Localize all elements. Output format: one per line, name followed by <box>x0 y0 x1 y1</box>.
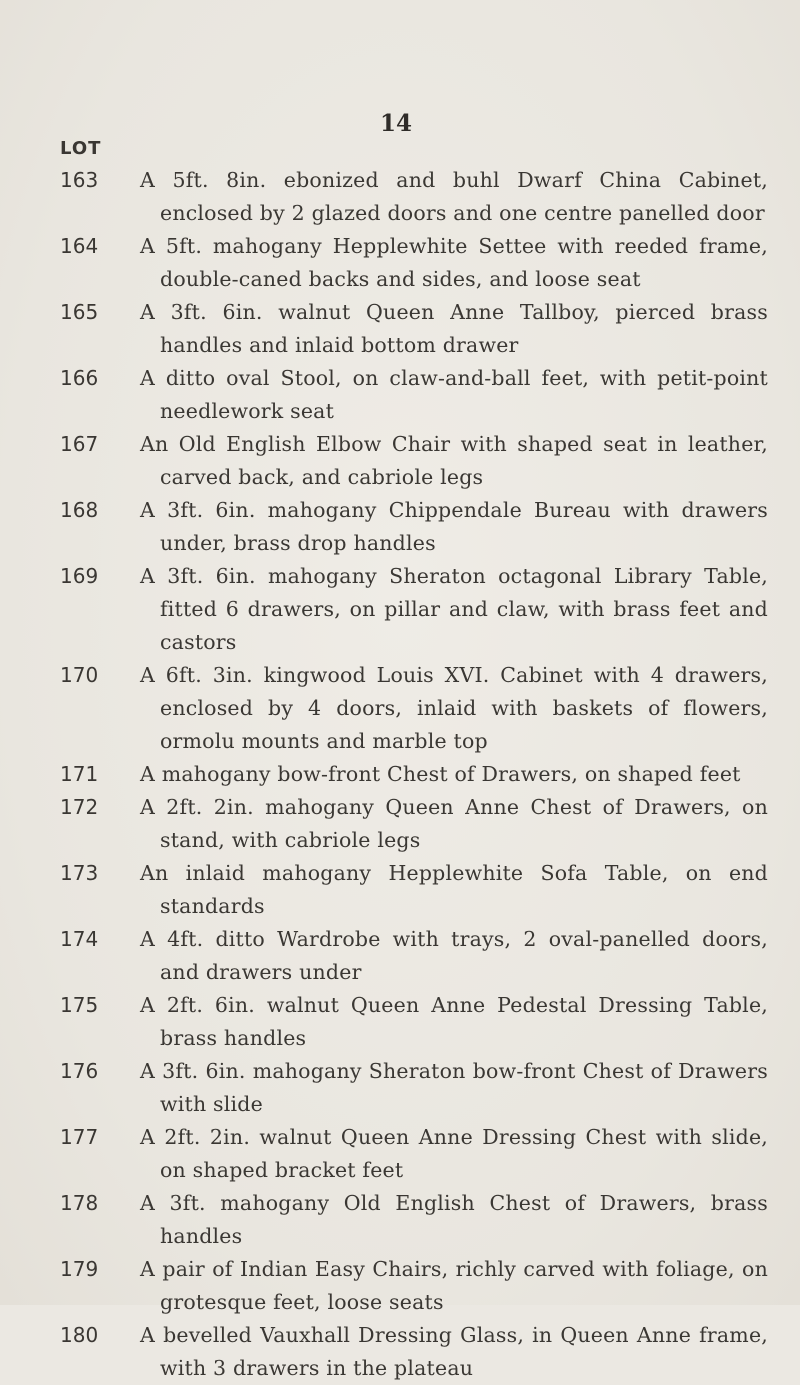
lot-entry <box>0 362 800 428</box>
page-number: 14 <box>380 110 413 137</box>
lot-number: 172 <box>60 795 99 819</box>
lot-entry <box>0 428 800 494</box>
lot-entry <box>0 758 800 791</box>
lot-description: A pair of Indian Easy Chairs, richly carved with foliage, on grotesque feet, loose seats <box>140 1257 768 1314</box>
lot-entry <box>0 923 800 989</box>
lot-description: A ditto oval Stool, on claw-and-ball feet, with petit-point needlework seat <box>140 366 768 423</box>
lot-description: An Old English Elbow Chair with shaped seat in leather, carved back, and cabriole legs <box>140 432 768 489</box>
lot-description: A 6ft. 3in. kingwood Louis XVI. Cabinet with 4 drawers, enclosed by 4 doors, inlaid with baskets of flowers, ormolu mounts and marble top <box>140 663 768 753</box>
lot-entry <box>0 1055 800 1121</box>
lot-column-header: LOT <box>60 138 102 159</box>
lot-number: 173 <box>60 861 99 885</box>
lot-description: A 2ft. 2in. walnut Queen Anne Dressing Chest with slide, on shaped bracket feet <box>140 1125 768 1182</box>
lot-entry <box>0 1187 800 1253</box>
lot-number: 166 <box>60 366 99 390</box>
lot-number: 170 <box>60 663 99 687</box>
lot-description: A 2ft. 2in. mahogany Queen Anne Chest of Drawers, on stand, with cabriole legs <box>140 795 768 852</box>
lot-entry <box>0 1253 800 1319</box>
lot-list <box>0 164 800 1385</box>
lot-description: A 2ft. 6in. walnut Queen Anne Pedestal Dressing Table, brass handles <box>140 993 768 1050</box>
lot-number: 168 <box>60 498 99 522</box>
lot-number: 180 <box>60 1323 99 1347</box>
lot-number: 178 <box>60 1191 99 1215</box>
lot-entry <box>0 989 800 1055</box>
lot-entry <box>0 164 800 230</box>
lot-number: 171 <box>60 762 99 786</box>
lot-entry <box>0 659 800 758</box>
lot-description: A 5ft. 8in. ebonized and buhl Dwarf China Cabinet, enclosed by 2 glazed doors and one centre panelled door <box>140 168 768 225</box>
lot-description: A 3ft. 6in. mahogany Sheraton bow-front Chest of Drawers with slide <box>140 1059 768 1116</box>
lot-description: A 3ft. 6in. mahogany Sheraton octagonal Library Table, fitted 6 drawers, on pillar and claw, with brass feet and castors <box>140 564 768 654</box>
lot-number: 177 <box>60 1125 99 1149</box>
lot-description: A mahogany bow-front Chest of Drawers, on shaped feet <box>140 762 741 786</box>
lot-description: A 3ft. 6in. walnut Queen Anne Tallboy, pierced brass handles and inlaid bottom drawer <box>140 300 768 357</box>
lot-number: 179 <box>60 1257 99 1281</box>
lot-number: 174 <box>60 927 99 951</box>
lot-number: 165 <box>60 300 99 324</box>
lot-entry <box>0 494 800 560</box>
lot-description: A 3ft. 6in. mahogany Chippendale Bureau with drawers under, brass drop handles <box>140 498 768 555</box>
lot-number: 163 <box>60 168 99 192</box>
lot-entry <box>0 230 800 296</box>
lot-number: 175 <box>60 993 99 1017</box>
lot-number: 169 <box>60 564 99 588</box>
lot-entry <box>0 1121 800 1187</box>
lot-entry <box>0 1319 800 1385</box>
lot-description: A bevelled Vauxhall Dressing Glass, in Queen Anne frame, with 3 drawers in the plateau <box>140 1323 768 1380</box>
lot-entry <box>0 560 800 659</box>
lot-description: An inlaid mahogany Hepplewhite Sofa Table, on end standards <box>140 861 768 918</box>
lot-number: 164 <box>60 234 99 258</box>
lot-description: A 4ft. ditto Wardrobe with trays, 2 oval-panelled doors, and drawers under <box>140 927 768 984</box>
lot-number: 167 <box>60 432 99 456</box>
lot-description: A 3ft. mahogany Old English Chest of Drawers, brass handles <box>140 1191 768 1248</box>
lot-description: A 5ft. mahogany Hepplewhite Settee with reeded frame, double-caned backs and sides, and loose seat <box>140 234 768 291</box>
lot-entry <box>0 791 800 857</box>
lot-entry <box>0 296 800 362</box>
lot-entry <box>0 857 800 923</box>
lot-number: 176 <box>60 1059 99 1083</box>
